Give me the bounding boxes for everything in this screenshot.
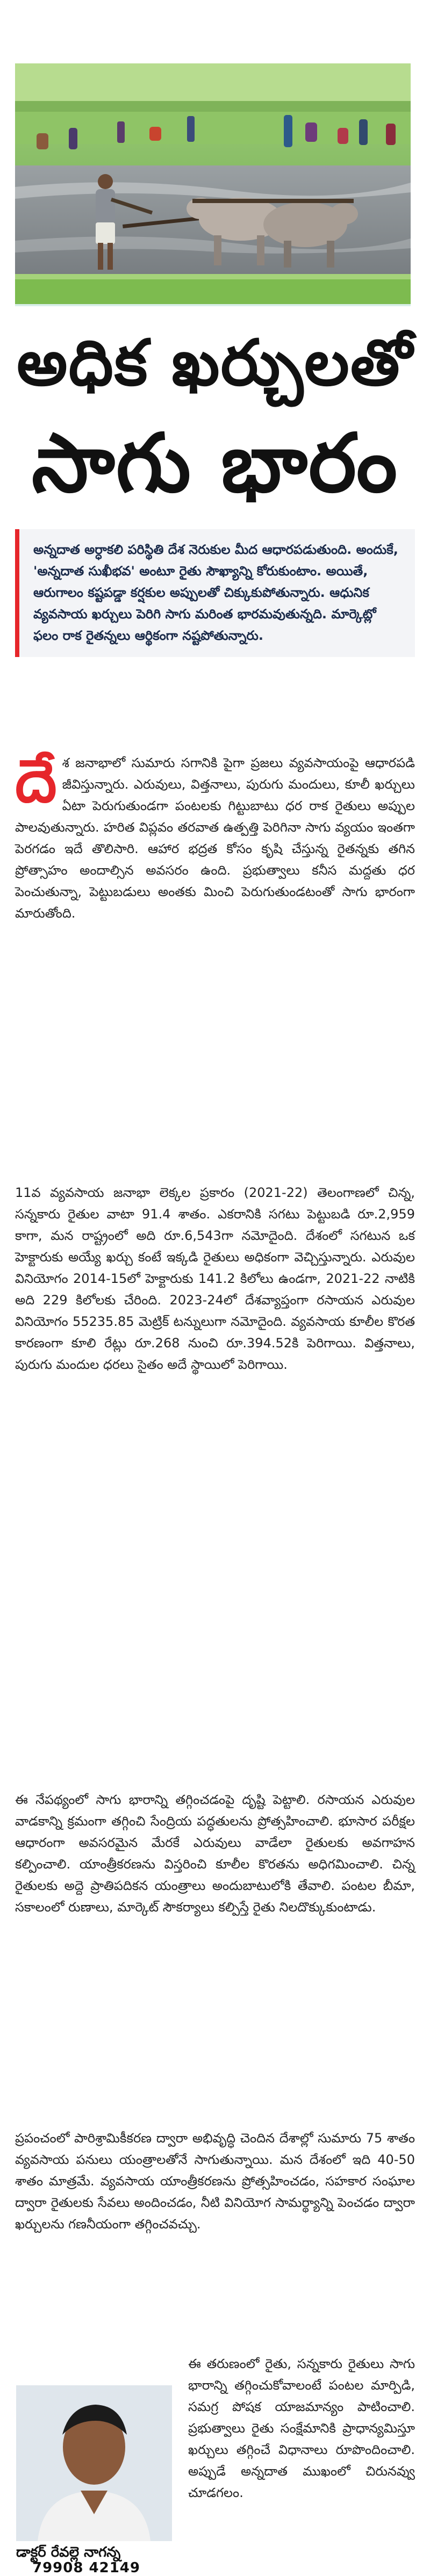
- farming-photo: [15, 63, 411, 306]
- headline-line-2: సాగు భారం: [31, 416, 399, 510]
- field-image: [15, 63, 411, 306]
- headline-line-1: అధిక ఖర్చులతో: [17, 325, 413, 400]
- body-paragraph-5: ఈ తరుణంలో రైతు, సన్నకారు రైతులు సాగు భారాన్ని తగ్గించుకోవాలంటే పంటల మార్పిడి, సమగ్ర పోషక యాజమాన్యం పాటించాలి. ప్రభుత్వాలు రైతు సంక్షేమానికి ప్రాధాన్యమిస్తూ ఖర్చులు తగ్గించే విధానాలు రూపొందించాలి. అప్పుడే అన్నదాత ముఖంలో చిరునవ్వు చూడగలం.: [188, 2356, 415, 2500]
- photo-caption-strip: [15, 304, 411, 306]
- paragraph-text: శ జనాభాలో సుమారు సగానికి పైగా ప్రజలు వ్యవసాయంపై ఆధారపడి జీవిస్తున్నారు. ఎరువులు, విత్తనాలు, పురుగు మందులు, కూలీ ఖర్చులు ఏటా పెరుగుతుండగా పంటలకు గిట్టుబాటు ధర రాక రైతులు అప్పుల పాలవుతున్నారు. హరిత విప్లవం తరవాత ఉత్పత్తి పెరిగినా సాగు వ్యయం ఇంతగా పెరగడం ఇదే తొలిసారి. ఆహార భద్రత కోసం కృషి చేస్తున్న రైతన్నకు తగిన ప్రోత్సాహం అందాల్సిన అవసరం ఉంది. ప్రభుత్వాలు కనీస మద్దతు ధర పెంచుతున్నా, పెట్టుబడులు అంతకు మించి పెరుగుతుండటంతో సాగు భారంగా మారుతోంది.: [15, 755, 415, 921]
- article-deck: అన్నదాత అర్ధాకలి పరిస్థితి దేశ నెరుకుల మీద ఆధారపడుతుంది. అందుకే, 'అన్నదాత సుఖీభవ' అంటూ రైతు సౌఖ్యాన్ని కోరుకుంటాం. అయితే, ఆరుగాలం కష్టపడ్డా కర్షకుల అప్పులతో చిక్కుకుపోతున్నారు. ఆధునిక వ్యవసాయ ఖర్చులు పెరిగి సాగు మరింత భారమవుతున్నది. మార్కెట్లో ఫలం రాక రైతన్నలు ఆర్థికంగా నష్టపోతున్నారు.: [15, 529, 415, 657]
- body-paragraph-4: ప్రపంచంలో పారిశ్రామికీకరణ ద్వారా అభివృద్ధి చెందిన దేశాల్లో సుమారు 75 శాతం వ్యవసాయ పనులు యంత్రాలతోనే సాగుతున్నాయి. మన దేశంలో ఇది 40-50 శాతం మాత్రమే. వ్యవసాయ యాంత్రీకరణను ప్రోత్సహించడం, సహకార సంఘాల ద్వారా రైతులకు సేవలు అందించడం, నీటి వినియోగ సామర్థ్యాన్ని పెంచడం ద్వారా ఖర్చులను గణనీయంగా తగ్గించవచ్చు.: [15, 2131, 415, 2232]
- author-photo: [16, 2385, 172, 2541]
- body-paragraph-1: [15, 746, 415, 924]
- drop-cap: దే: [15, 746, 57, 816]
- author-phone: 79908 42149: [32, 2560, 140, 2576]
- author-name: డాక్టర్ రేవల్లె నాగన్న: [16, 2544, 121, 2560]
- body-paragraph-2: 11వ వ్యవసాయ జనాభా లెక్కల ప్రకారం (2021-22) తెలంగాణలో చిన్న, సన్నకారు రైతుల వాటా 91.4 శాతం. ఎకరానికి సగటు పెట్టుబడి రూ.2,959 కాగా, మన రాష్ట్రంలో అది రూ.6,543గా నమోదైంది. దేశంలో సగటున ఒక హెక్టారుకు అయ్యే ఖర్చు కంటే ఇక్కడి రైతులు అధికంగా వెచ్చిస్తున్నారు. ఎరువుల వినియోగం 2014-15లో హెక్టారుకు 141.2 కిలోలు ఉండగా, 2021-22 నాటికి అది 229 కిలోలకు చేరింది. 2023-24లో దేశవ్యాప్తంగా రసాయన ఎరువుల వినియోగం 55235.85 మెట్రిక్ టన్నులుగా నమోదైంది. వ్యవసాయ కూలీల కొరత కారణంగా కూలి రేట్లు రూ.268 నుంచి రూ.394.52కి పెరిగాయి. విత్తనాలు, పురుగు మందుల ధరలు సైతం అదే స్థాయిలో పెరిగాయి.: [15, 1185, 415, 1372]
- author-portrait-image: [16, 2385, 172, 2541]
- body-paragraph-3: ఈ నేపథ్యంలో సాగు భారాన్ని తగ్గించడంపై దృష్టి పెట్టాలి. రసాయన ఎరువుల వాడకాన్ని క్రమంగా తగ్గించి సేంద్రియ పద్ధతులను ప్రోత్సహించాలి. భూసార పరీక్షల ఆధారంగా అవసరమైన మేరకే ఎరువులు వాడేలా రైతులకు అవగాహన కల్పించాలి. యాంత్రీకరణను విస్తరించి కూలీల కొరతను అధిగమించాలి. చిన్న రైతులకు అద్దె ప్రాతిపదికన యంత్రాలు అందుబాటులోకి తేవాలి. పంటల బీమా, సకాలంలో రుణాలు, మార్కెట్ సౌకర్యాలు కల్పిస్తే రైతు నిలదొక్కుకుంటాడు.: [15, 1792, 415, 1915]
